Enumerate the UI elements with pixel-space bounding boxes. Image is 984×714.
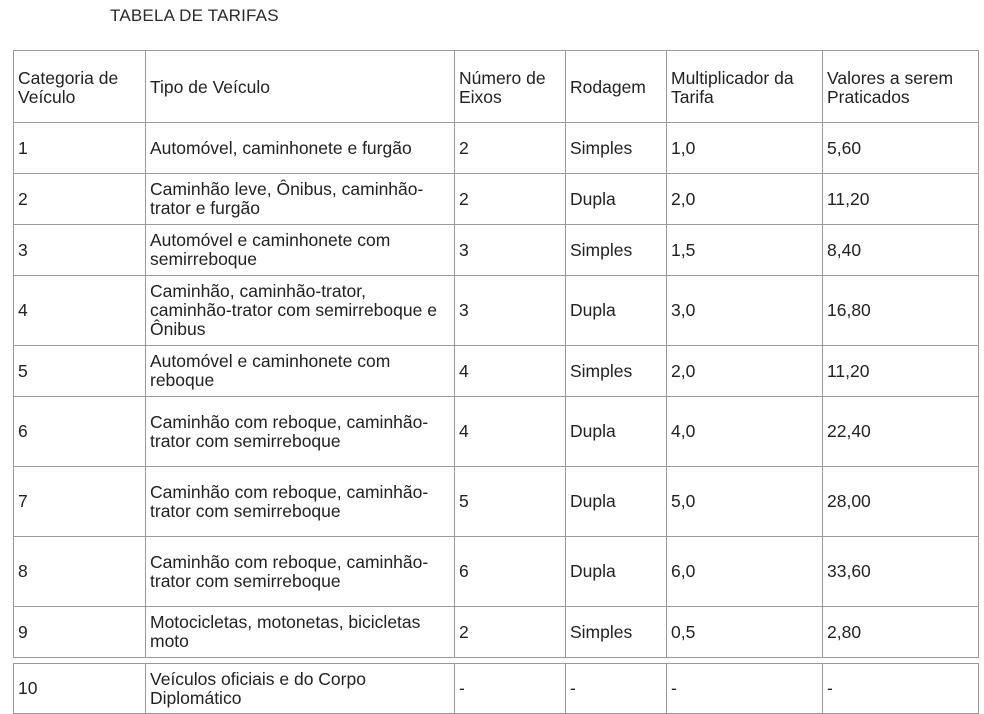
cell-multiplicador: 6,0: [667, 537, 823, 607]
cell-multiplicador: 4,0: [667, 397, 823, 467]
cell-categoria: 1: [14, 123, 146, 174]
cell-tipo: Caminhão com reboque, caminhão-trator com semirreboque: [146, 397, 455, 467]
cell-rodagem: Simples: [566, 225, 667, 276]
cell-eixos: 4: [455, 346, 566, 397]
cell-eixos: -: [455, 664, 566, 714]
cell-rodagem: -: [566, 664, 667, 714]
cell-tipo: Veículos oficiais e do Corpo Diplomático: [146, 664, 455, 714]
cell-categoria: 9: [14, 607, 146, 658]
cell-valor: 8,40: [823, 225, 979, 276]
header-rodagem: Rodagem: [566, 51, 667, 123]
header-multiplicador: Multiplicador da Tarifa: [667, 51, 823, 123]
cell-rodagem: Dupla: [566, 537, 667, 607]
cell-categoria: 7: [14, 467, 146, 537]
cell-tipo: Motocicletas, motonetas, bicicletas moto: [146, 607, 455, 658]
header-categoria: Categoria de Veículo: [14, 51, 146, 123]
header-eixos: Número de Eixos: [455, 51, 566, 123]
cell-categoria: 6: [14, 397, 146, 467]
cell-multiplicador: 0,5: [667, 607, 823, 658]
cell-tipo: Caminhão leve, Ônibus, caminhão-trator e furgão: [146, 174, 455, 225]
header-tipo: Tipo de Veículo: [146, 51, 455, 123]
cell-multiplicador: 2,0: [667, 174, 823, 225]
cell-multiplicador: -: [667, 664, 823, 714]
cell-valor: 11,20: [823, 346, 979, 397]
cell-eixos: 4: [455, 397, 566, 467]
page-title: TABELA DE TARIFAS: [110, 6, 279, 25]
table-row: [14, 276, 979, 346]
cell-tipo: Caminhão com reboque, caminhão-trator com semirreboque: [146, 537, 455, 607]
cell-valor: 11,20: [823, 174, 979, 225]
cell-multiplicador: 1,5: [667, 225, 823, 276]
cell-multiplicador: 5,0: [667, 467, 823, 537]
table-row: [14, 664, 979, 714]
cell-valor: 2,80: [823, 607, 979, 658]
cell-tipo: Automóvel, caminhonete e furgão: [146, 123, 455, 174]
cell-rodagem: Simples: [566, 123, 667, 174]
cell-eixos: 5: [455, 467, 566, 537]
cell-eixos: 3: [455, 276, 566, 346]
table-row: [14, 537, 979, 607]
header-row: [14, 51, 979, 123]
cell-categoria: 8: [14, 537, 146, 607]
table-row: [14, 225, 979, 276]
cell-rodagem: Simples: [566, 346, 667, 397]
cell-categoria: 10: [14, 664, 146, 714]
cell-multiplicador: 2,0: [667, 346, 823, 397]
cell-multiplicador: 1,0: [667, 123, 823, 174]
cell-tipo: Automóvel e caminhonete com semirreboque: [146, 225, 455, 276]
cell-categoria: 2: [14, 174, 146, 225]
cell-valor: 33,60: [823, 537, 979, 607]
table-row: [14, 467, 979, 537]
cell-valor: -: [823, 664, 979, 714]
cell-valor: 28,00: [823, 467, 979, 537]
table-row: [14, 607, 979, 658]
cell-multiplicador: 3,0: [667, 276, 823, 346]
table-row: [14, 174, 979, 225]
cell-tipo: Automóvel e caminhonete com reboque: [146, 346, 455, 397]
cell-rodagem: Simples: [566, 607, 667, 658]
table-row: [14, 123, 979, 174]
cell-rodagem: Dupla: [566, 174, 667, 225]
cell-rodagem: Dupla: [566, 276, 667, 346]
cell-tipo: Caminhão com reboque, caminhão-trator com semirreboque: [146, 467, 455, 537]
table-row: [14, 397, 979, 467]
cell-eixos: 2: [455, 174, 566, 225]
cell-tipo: Caminhão, caminhão-trator, caminhão-trator com semirreboque e Ônibus: [146, 276, 455, 346]
cell-eixos: 3: [455, 225, 566, 276]
cell-rodagem: Dupla: [566, 397, 667, 467]
cell-valor: 16,80: [823, 276, 979, 346]
cell-valor: 22,40: [823, 397, 979, 467]
cell-rodagem: Dupla: [566, 467, 667, 537]
cell-valor: 5,60: [823, 123, 979, 174]
cell-eixos: 6: [455, 537, 566, 607]
tariff-table: [13, 50, 979, 714]
cell-categoria: 5: [14, 346, 146, 397]
cell-categoria: 4: [14, 276, 146, 346]
cell-eixos: 2: [455, 123, 566, 174]
cell-categoria: 3: [14, 225, 146, 276]
header-valor: Valores a serem Praticados: [823, 51, 979, 123]
table-row: [14, 346, 979, 397]
cell-eixos: 2: [455, 607, 566, 658]
